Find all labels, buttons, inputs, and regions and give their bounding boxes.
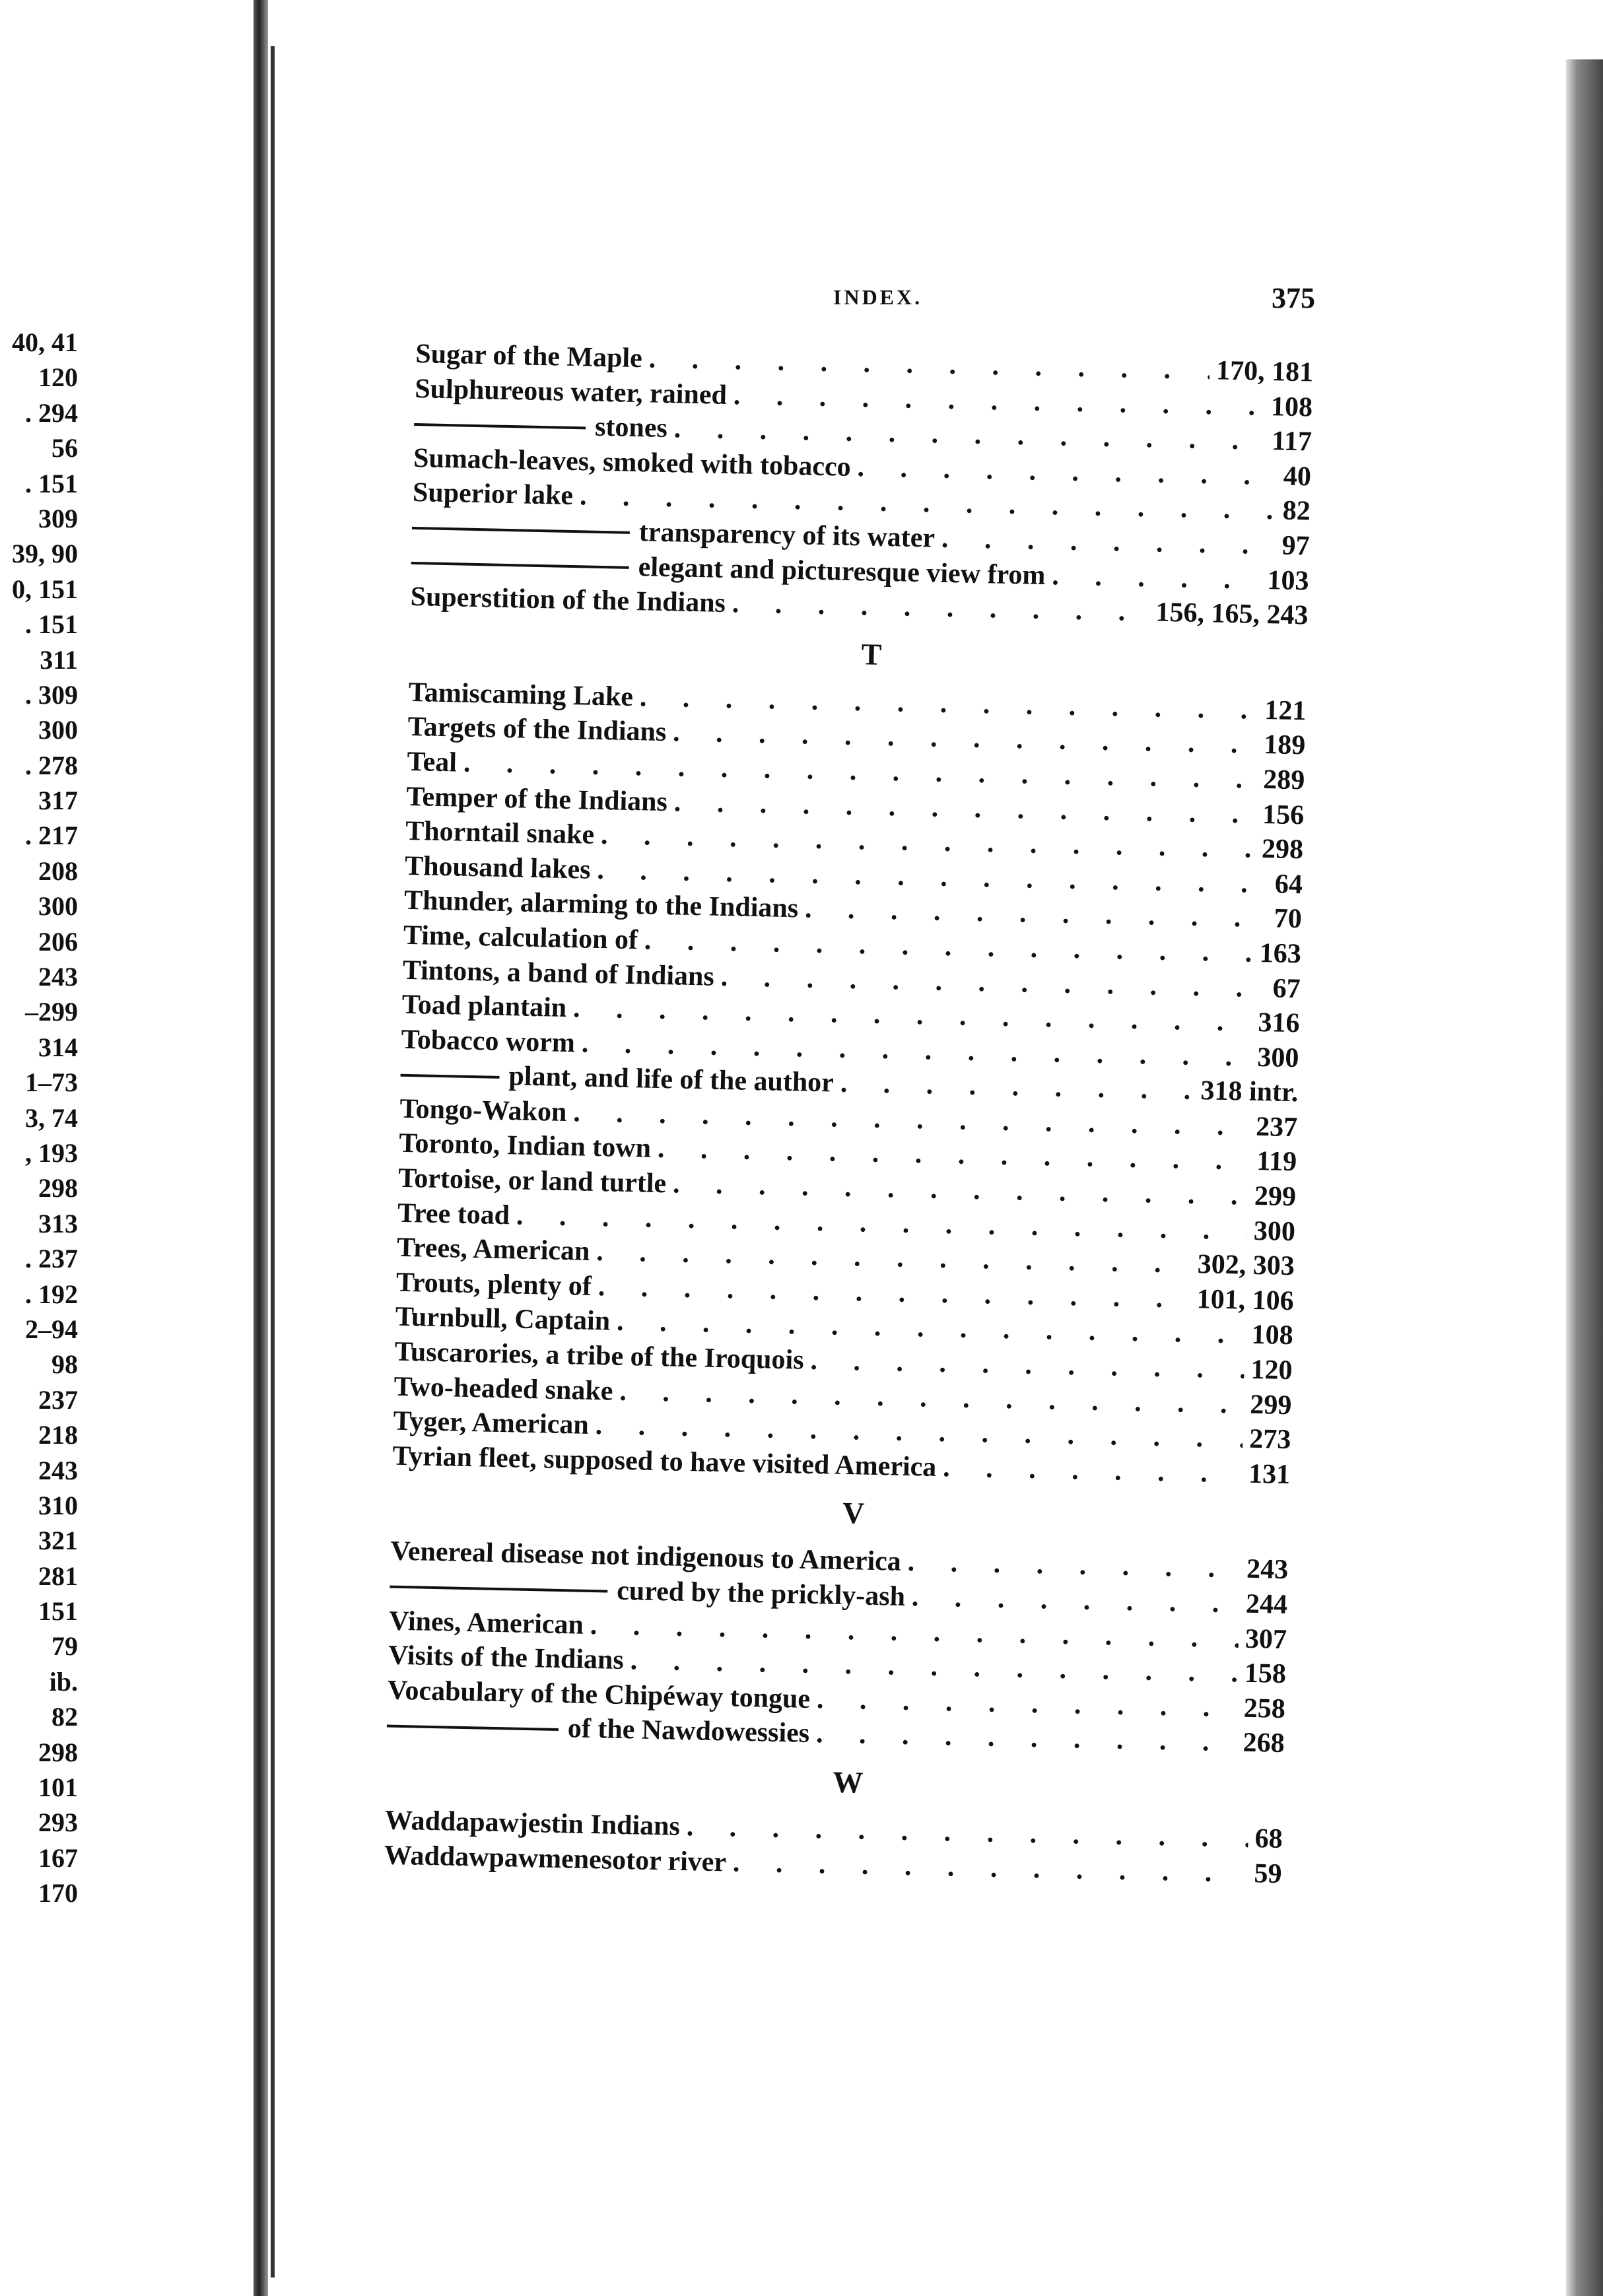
entry-term-text: Tyger, American bbox=[393, 1405, 590, 1441]
facing-page-number: 98 bbox=[51, 1349, 78, 1380]
entry-pages: 158 bbox=[1244, 1658, 1287, 1690]
entry-term bbox=[389, 1604, 584, 1642]
entry-pages: 40 bbox=[1283, 461, 1312, 492]
entry-term-text: Vocabulary of the Chipéway tongue bbox=[387, 1675, 811, 1714]
entry-term bbox=[384, 1838, 726, 1879]
entry-term-text: Thousand lakes bbox=[404, 850, 591, 885]
entry-term-text: Thunder, alarming to the Indians bbox=[403, 885, 799, 924]
entry-pages: 103 bbox=[1267, 564, 1310, 596]
entry-term-text: Waddapawjestin Indians bbox=[384, 1805, 681, 1842]
facing-page-number: . 151 bbox=[25, 468, 78, 498]
entry-term bbox=[393, 1369, 613, 1409]
entry-term bbox=[388, 1638, 625, 1678]
entry-term bbox=[407, 710, 667, 750]
facing-page-number: 0, 151 bbox=[12, 574, 78, 604]
index-entries bbox=[384, 337, 1313, 1891]
facing-page-number: 298 bbox=[38, 1173, 78, 1203]
entry-term bbox=[398, 1161, 667, 1201]
entry-pages: 170, 181 bbox=[1215, 355, 1314, 388]
entry-term-text: Waddawpawmenesotor river bbox=[384, 1840, 727, 1877]
entry-term-text: Tobacco worm bbox=[401, 1024, 576, 1058]
entry-term-text: Superior lake bbox=[412, 477, 574, 512]
dot-leader bbox=[943, 1450, 1243, 1491]
facing-page-number: 218 bbox=[38, 1420, 78, 1450]
entry-term bbox=[408, 675, 633, 715]
running-head: INDEX. bbox=[833, 285, 923, 309]
entry-pages: 237 bbox=[1255, 1111, 1298, 1143]
entry-term-text: Turnbull, Captain bbox=[395, 1302, 611, 1337]
entry-term-text: Temper of the Indians bbox=[405, 781, 668, 817]
entry-pages: 68 bbox=[1254, 1823, 1283, 1854]
entry-term bbox=[403, 918, 638, 958]
facing-page-number: 243 bbox=[38, 1455, 78, 1485]
entry-term bbox=[397, 1231, 590, 1269]
entry-pages: 120 bbox=[1250, 1354, 1293, 1386]
entry-pages: 117 bbox=[1271, 426, 1313, 457]
entry-term bbox=[401, 988, 566, 1026]
entry-pages: 156, 165, 243 bbox=[1155, 597, 1309, 631]
facing-page-number: 151 bbox=[38, 1596, 78, 1627]
facing-page-number: . 237 bbox=[25, 1244, 78, 1274]
facing-page-number: ib. bbox=[49, 1666, 78, 1697]
facing-page-number: 40, 41 bbox=[12, 327, 78, 357]
facing-page-number: 314 bbox=[38, 1032, 78, 1062]
facing-page-number: 321 bbox=[38, 1526, 78, 1556]
page-number: 375 bbox=[1272, 282, 1315, 314]
ditto-dash bbox=[401, 1073, 500, 1078]
ditto-dash bbox=[387, 1724, 559, 1730]
entry-pages: 243 bbox=[1246, 1554, 1289, 1586]
entry-pages: 289 bbox=[1262, 764, 1305, 796]
book-gutter bbox=[254, 0, 268, 2296]
entry-term bbox=[412, 475, 573, 514]
entry-term-text: Tyrian fleet, supposed to have visited America bbox=[392, 1440, 937, 1483]
facing-page-number: 56 bbox=[51, 433, 78, 463]
entry-term bbox=[410, 580, 726, 621]
entry-pages: 244 bbox=[1245, 1588, 1288, 1621]
entry-term-text: Toad plantain bbox=[401, 989, 567, 1024]
facing-page-number: 293 bbox=[38, 1807, 78, 1838]
entry-pages: 163 bbox=[1259, 937, 1302, 970]
facing-page-page-numbers bbox=[0, 325, 78, 1911]
entry-term-text: Trouts, plenty of bbox=[395, 1267, 592, 1302]
facing-page-number: 237 bbox=[38, 1384, 78, 1415]
entry-term-text: of the Nawdowessies bbox=[567, 1713, 810, 1749]
facing-page-number: 39, 90 bbox=[12, 539, 78, 569]
facing-page-number: 167 bbox=[38, 1842, 78, 1873]
facing-page-number: 2–94 bbox=[25, 1314, 78, 1344]
entry-term-text: Sugar of the Maple bbox=[415, 338, 643, 374]
page-edge-shadow bbox=[1566, 59, 1603, 2296]
entry-term bbox=[384, 1803, 680, 1844]
facing-page-number: . 294 bbox=[25, 397, 78, 428]
entry-pages: 101, 106 bbox=[1196, 1283, 1295, 1317]
entry-term-text: Trees, American bbox=[396, 1232, 590, 1267]
entry-pages: 121 bbox=[1264, 694, 1307, 727]
entry-pages: 59 bbox=[1254, 1858, 1283, 1889]
section-letter: V bbox=[842, 1496, 865, 1531]
entry-pages: 273 bbox=[1248, 1424, 1291, 1456]
facing-page-number: 208 bbox=[38, 856, 78, 886]
facing-page-number: . 217 bbox=[25, 821, 78, 851]
entry-pages: 307 bbox=[1245, 1623, 1287, 1655]
entry-pages: 97 bbox=[1281, 530, 1311, 562]
entry-pages: 298 bbox=[1261, 834, 1304, 865]
entry-term-text: Sumach-leaves, smoked with tobacco bbox=[413, 442, 852, 483]
ditto-dash bbox=[411, 562, 629, 569]
ditto-dash bbox=[412, 527, 630, 534]
entry-term bbox=[415, 337, 642, 376]
entry-pages: 300 bbox=[1253, 1215, 1296, 1247]
entry-term bbox=[405, 849, 591, 887]
section-letter: T bbox=[861, 636, 882, 671]
entry-term-text: Superstition of the Indians bbox=[410, 582, 726, 619]
entry-term-text: Two-headed snake bbox=[393, 1371, 613, 1407]
entry-pages: 268 bbox=[1243, 1728, 1285, 1759]
entry-term-text: Venereal disease not indigenous to America bbox=[390, 1536, 902, 1578]
ditto-dash bbox=[414, 423, 586, 429]
entry-term-text: plant, and life of the author bbox=[508, 1061, 835, 1098]
entry-term-text: Tortoise, or land turtle bbox=[397, 1163, 667, 1199]
facing-page-number: 281 bbox=[38, 1561, 78, 1591]
entry-term-text: elegant and picturesque view from bbox=[638, 551, 1046, 591]
facing-page-number: 317 bbox=[38, 786, 78, 816]
facing-page bbox=[0, 0, 257, 2296]
page-header bbox=[833, 282, 1315, 325]
dot-leader bbox=[1052, 558, 1261, 597]
ditto-dash bbox=[390, 1586, 607, 1593]
entry-term bbox=[393, 1404, 589, 1443]
entry-term bbox=[401, 1022, 575, 1060]
entry-term-text: Toronto, Indian town bbox=[398, 1128, 652, 1165]
facing-page-number: 79 bbox=[51, 1631, 78, 1662]
entry-pages: 318 intr. bbox=[1200, 1075, 1299, 1108]
facing-page-number: 101 bbox=[38, 1773, 78, 1803]
facing-page-number: 82 bbox=[51, 1702, 78, 1732]
facing-page-number: , 193 bbox=[25, 1137, 78, 1168]
entry-term-text: Tamiscaming Lake bbox=[408, 677, 634, 712]
entry-pages: 189 bbox=[1263, 729, 1306, 761]
entry-pages: 299 bbox=[1254, 1180, 1297, 1213]
entry-pages: 302, 303 bbox=[1197, 1249, 1295, 1282]
entry-term bbox=[397, 1196, 510, 1232]
facing-page-number: 313 bbox=[38, 1208, 78, 1238]
facing-page-number: 310 bbox=[38, 1490, 78, 1520]
entry-term-text: Vines, American bbox=[388, 1605, 584, 1640]
facing-page-number: 3, 74 bbox=[25, 1102, 78, 1133]
entry-pages: 258 bbox=[1243, 1693, 1286, 1724]
entry-term bbox=[395, 1266, 592, 1304]
facing-page-number: . 309 bbox=[25, 679, 78, 710]
facing-page-number: 300 bbox=[38, 715, 78, 745]
entry-term bbox=[414, 406, 668, 446]
entry-term-text: stones bbox=[594, 411, 668, 444]
entry-pages: 316 bbox=[1258, 1007, 1300, 1039]
entry-pages: 64 bbox=[1274, 869, 1303, 900]
facing-page-number: 300 bbox=[38, 891, 78, 922]
entry-pages: 119 bbox=[1256, 1146, 1297, 1178]
entry-term-text: Teal bbox=[407, 746, 458, 778]
facing-page-number: 298 bbox=[38, 1737, 78, 1767]
entry-term bbox=[405, 814, 595, 853]
section-letter: W bbox=[832, 1765, 864, 1800]
entry-term-text: Visits of the Indians bbox=[388, 1640, 625, 1676]
entry-term bbox=[399, 1126, 652, 1166]
entry-term-text: transparency of its water bbox=[638, 517, 936, 554]
entry-term-text: Tintons, a band of Indians bbox=[402, 955, 715, 992]
entry-term bbox=[395, 1300, 610, 1339]
entry-term bbox=[407, 745, 458, 780]
facing-page-number: . 278 bbox=[25, 750, 78, 780]
facing-page-number: 311 bbox=[40, 644, 78, 675]
entry-term-text: cured by the prickly-ash bbox=[616, 1575, 906, 1612]
entry-pages: 70 bbox=[1274, 903, 1303, 935]
facing-page-number: 309 bbox=[38, 503, 78, 533]
facing-page-number: 120 bbox=[38, 362, 78, 393]
entry-pages: 82 bbox=[1282, 495, 1311, 527]
entry-pages: 300 bbox=[1256, 1042, 1299, 1073]
facing-page-number: 170 bbox=[38, 1878, 78, 1908]
entry-term-text: Targets of the Indians bbox=[407, 712, 667, 748]
facing-page-number: 206 bbox=[38, 926, 78, 957]
entry-term-text: Sulphureous water, rained bbox=[414, 373, 728, 411]
entry-term-text: Tuscarories, a tribe of the Iroquois bbox=[394, 1336, 805, 1376]
entry-term-text: Thorntail snake bbox=[405, 815, 595, 850]
facing-page-number: –299 bbox=[25, 997, 78, 1027]
entry-term-text: Tree toad bbox=[397, 1198, 510, 1231]
entry-term bbox=[399, 1092, 567, 1130]
facing-page-number: 1–73 bbox=[25, 1067, 78, 1098]
entry-pages: 108 bbox=[1270, 391, 1313, 423]
entry-pages: 131 bbox=[1248, 1458, 1291, 1490]
entry-pages: 299 bbox=[1249, 1389, 1292, 1421]
facing-page-number: 243 bbox=[38, 962, 78, 992]
entry-pages: 67 bbox=[1272, 972, 1301, 1004]
entry-term-text: Tongo-Wakon bbox=[399, 1093, 567, 1128]
facing-page-number: . 192 bbox=[25, 1279, 78, 1309]
facing-page-number: . 151 bbox=[25, 609, 78, 640]
entry-pages: 156 bbox=[1262, 799, 1305, 830]
entry-term-text: Time, calculation of bbox=[403, 920, 638, 956]
entry-pages: 108 bbox=[1251, 1320, 1294, 1351]
entry-term bbox=[406, 779, 668, 819]
